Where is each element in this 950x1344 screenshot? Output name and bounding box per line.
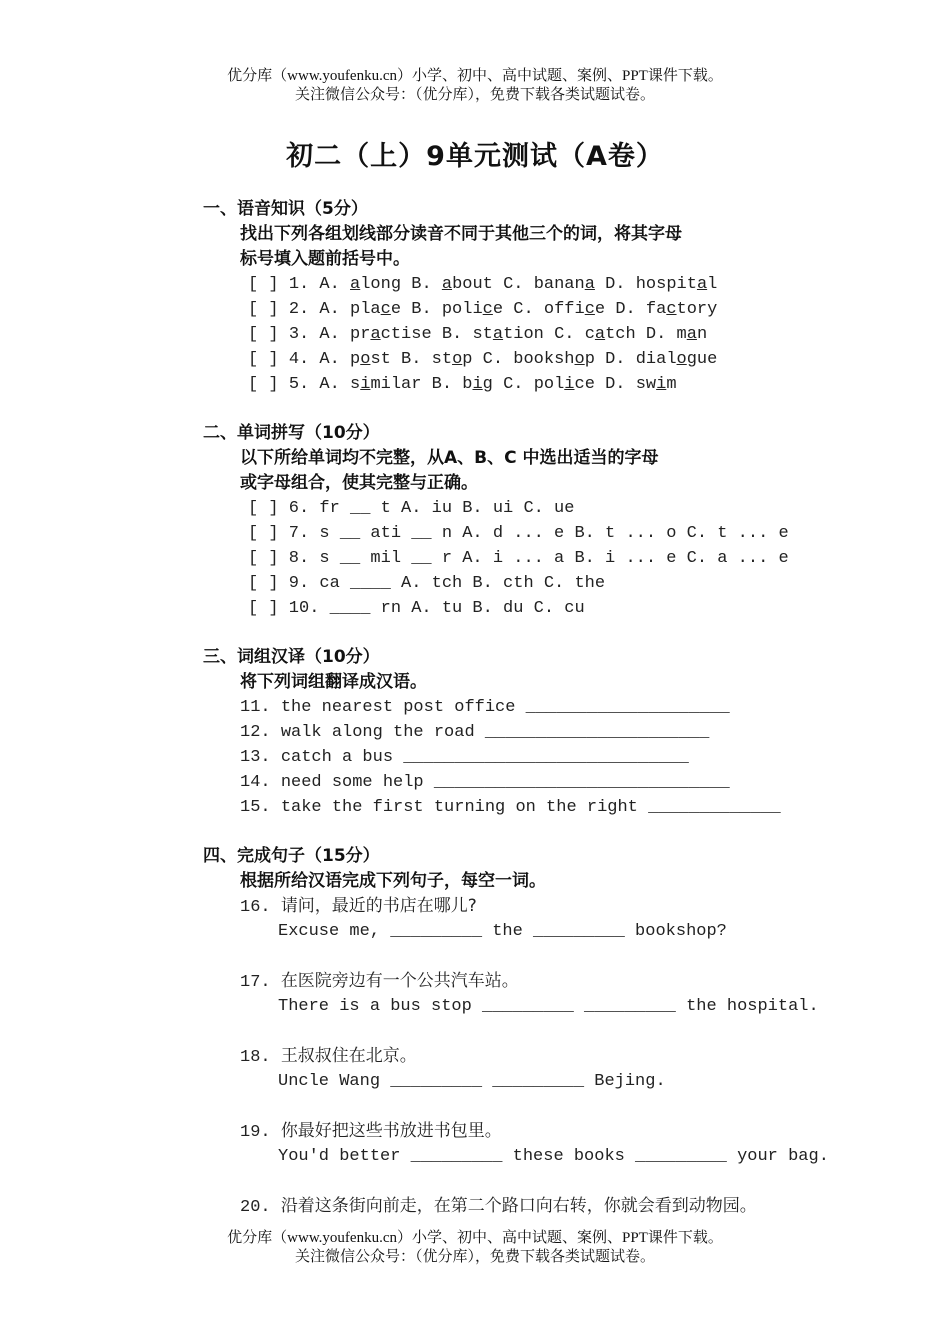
question-2 — [248, 297, 717, 322]
question-14 — [240, 770, 730, 795]
question-12 — [240, 720, 709, 745]
question-number: 20. — [240, 1198, 271, 1217]
chinese-sentence: 沿着这条街向前走，在第二个路口向右转，你就会看到动物园。 — [280, 1196, 757, 1216]
word-part: p — [584, 350, 595, 369]
word-part: tch — [605, 325, 636, 344]
question-6: [ ] 6. fr __ t A. iu B. ui C. ue — [248, 499, 575, 518]
underlined-letter: a — [594, 325, 606, 344]
question-number: 5. — [288, 375, 310, 394]
option-label: B. — [411, 300, 442, 319]
option-label: B. — [441, 325, 473, 344]
option-b — [401, 350, 472, 369]
word-part: p — [350, 350, 361, 369]
word-part: offi — [543, 300, 585, 319]
word-part: ce — [574, 375, 595, 394]
word-part: g — [482, 375, 493, 394]
underlined-letter: a — [696, 275, 708, 294]
option-d — [646, 325, 707, 344]
option-label: A. — [319, 300, 351, 319]
question-1 — [248, 272, 717, 297]
underlined-letter: i — [564, 375, 575, 394]
word-part: booksh — [513, 350, 575, 369]
word-part: milar — [370, 375, 422, 394]
word-part: long — [360, 275, 402, 294]
question-number: 11. — [240, 698, 271, 717]
word-part: gue — [686, 350, 718, 369]
word-part: b — [462, 375, 473, 394]
option-c — [503, 275, 595, 294]
word-part: ctise — [380, 325, 432, 344]
option-label: C. — [554, 325, 585, 344]
answer-blank: ______________________ — [484, 723, 710, 742]
section1-instruction-1: 找出下列各组划线部分读音不同于其他三个的词，将其字母 — [240, 224, 682, 244]
underlined-letter: o — [676, 350, 687, 369]
question-7: [ ] 7. s __ ati __ n A. d ... e B. t ... o C. t ... e — [248, 524, 789, 543]
option-c — [554, 325, 636, 344]
option-b — [442, 325, 544, 344]
option-label: A. — [319, 275, 351, 294]
word-part: dial — [635, 350, 677, 369]
word-part: bout — [452, 275, 493, 294]
option-label: A. — [319, 350, 351, 369]
word-part: e — [594, 300, 606, 319]
option-label: B. — [401, 350, 432, 369]
option-label: B. — [411, 275, 442, 294]
answer-blank: _____________ — [648, 798, 781, 817]
section3-heading: 三、词组汉译（10分） — [203, 647, 380, 667]
underlined-letter: c — [584, 300, 595, 319]
word-part: poli — [441, 300, 483, 319]
section2-instruction-2: 或字母组合，使其完整与正确。 — [240, 473, 478, 493]
word-part: st — [472, 325, 493, 344]
underlined-letter: a — [686, 325, 697, 344]
answer-bracket: [ ] — [248, 275, 279, 294]
question-number: 12. — [240, 723, 271, 742]
question-16 — [240, 894, 477, 920]
underlined-letter: a — [370, 325, 381, 344]
question-13 — [240, 745, 689, 770]
option-label: C. — [503, 375, 534, 394]
word-part: p — [462, 350, 473, 369]
answer-blank: ____________________ — [525, 698, 730, 717]
english-sentence: There is a bus stop _________ _________ the hospital. — [278, 997, 819, 1016]
question-17 — [240, 969, 519, 995]
option-a — [319, 275, 401, 294]
option-label: D. — [645, 325, 677, 344]
option-c — [483, 350, 595, 369]
section2-instruction-1: 以下所给单词均不完整，从A、B、C 中选出适当的字母 — [240, 448, 659, 468]
word-part: banan — [533, 275, 585, 294]
option-label: D. — [615, 300, 646, 319]
chinese-sentence: 请问，最近的书店在哪儿? — [280, 896, 477, 916]
phrase-text: catch a bus — [280, 748, 394, 767]
option-label: D. — [605, 350, 636, 369]
underlined-letter: i — [472, 375, 483, 394]
word-part: e — [492, 300, 504, 319]
page-title: 初二（上）9单元测试（A卷） — [286, 141, 664, 172]
word-part: l — [707, 275, 718, 294]
option-label: C. — [503, 275, 534, 294]
option-a — [319, 300, 401, 319]
question-10: [ ] 10. ____ rn A. tu B. du C. cu — [248, 599, 585, 618]
option-label: A. — [319, 375, 351, 394]
underlined-letter: c — [482, 300, 493, 319]
question-number: 18. — [240, 1048, 271, 1067]
site-footer-line1: 优分库（www.youfenku.cn）小学、初中、高中试题、案例、PPT课件下载。 — [227, 1230, 723, 1246]
underlined-letter: c — [666, 300, 677, 319]
option-a — [319, 325, 431, 344]
question-number: 17. — [240, 973, 271, 992]
word-part: tion — [503, 325, 544, 344]
word-part: s — [350, 375, 361, 394]
phrase-text: walk along the road — [280, 723, 475, 742]
question-15 — [240, 795, 781, 820]
underlined-letter: o — [452, 350, 463, 369]
word-part: e — [390, 300, 402, 319]
answer-bracket: [ ] — [248, 325, 279, 344]
question-number: 2. — [288, 300, 310, 319]
option-label: B. — [431, 375, 463, 394]
option-label: C. — [482, 350, 514, 369]
section2-heading: 二、单词拼写（10分） — [203, 423, 380, 443]
option-label: A. — [319, 325, 351, 344]
section4-heading: 四、完成句子（15分） — [203, 846, 380, 866]
chinese-sentence: 王叔叔住在北京。 — [280, 1046, 417, 1066]
section4-instruction: 根据所给汉语完成下列句子，每空一词。 — [240, 871, 546, 891]
word-part: n — [696, 325, 708, 344]
underlined-letter: a — [584, 275, 595, 294]
question-number: 3. — [288, 325, 310, 344]
underlined-letter: i — [360, 375, 371, 394]
underlined-letter: a — [441, 275, 453, 294]
phrase-text: need some help — [280, 773, 424, 792]
question-5 — [248, 372, 677, 397]
question-9: [ ] 9. ca ____ A. tch B. cth C. the — [248, 574, 606, 593]
word-part: m — [666, 375, 677, 394]
section1-heading: 一、语音知识（5分） — [203, 199, 368, 219]
word-part: fa — [645, 300, 667, 319]
option-c — [503, 375, 595, 394]
word-part: pol — [533, 375, 565, 394]
phrase-text: take the first turning on the right — [280, 798, 638, 817]
word-part: c — [584, 325, 595, 344]
option-b — [411, 275, 493, 294]
underlined-letter: c — [380, 300, 391, 319]
question-number: 14. — [240, 773, 271, 792]
english-sentence: Uncle Wang _________ _________ Bejing. — [278, 1072, 666, 1091]
question-3 — [248, 322, 707, 347]
site-header-line2: 关注微信公众号：（优分库），免费下载各类试题试卷。 — [294, 87, 655, 103]
word-part: tory — [676, 300, 718, 319]
english-sentence: You'd better _________ these books _________ your bag. — [278, 1147, 829, 1166]
option-b — [432, 375, 493, 394]
option-a — [319, 375, 421, 394]
answer-blank: _____________________________ — [433, 773, 730, 792]
english-sentence: Excuse me, _________ the _________ bookshop? — [278, 922, 727, 941]
word-part: pla — [350, 300, 381, 319]
question-number: 16. — [240, 898, 271, 917]
option-c — [513, 300, 605, 319]
option-b — [411, 300, 503, 319]
underlined-letter: o — [360, 350, 371, 369]
answer-bracket: [ ] — [248, 375, 279, 394]
question-number: 19. — [240, 1123, 271, 1142]
word-part: st — [370, 350, 391, 369]
question-8: [ ] 8. s __ mil __ r A. i ... a B. i ... e C. a ... e — [248, 549, 789, 568]
question-4 — [248, 347, 717, 372]
option-d — [605, 275, 717, 294]
answer-bracket: [ ] — [248, 300, 279, 319]
section1-instruction-2: 标号填入题前括号中。 — [240, 249, 410, 269]
site-footer-line2: 关注微信公众号：（优分库），免费下载各类试题试卷。 — [294, 1249, 655, 1265]
option-d — [615, 300, 717, 319]
word-part: pr — [350, 325, 371, 344]
question-19 — [240, 1119, 502, 1145]
option-a — [319, 350, 390, 369]
option-label: C. — [513, 300, 544, 319]
question-number: 4. — [288, 350, 310, 369]
underlined-letter: a — [350, 275, 361, 294]
word-part: m — [676, 325, 687, 344]
word-part: hospit — [635, 275, 697, 294]
option-label: D. — [605, 375, 636, 394]
question-number: 15. — [240, 798, 271, 817]
site-header-line1: 优分库（www.youfenku.cn）小学、初中、高中试题、案例、PPT课件下载。 — [227, 68, 723, 84]
option-label: D. — [605, 275, 636, 294]
underlined-letter: o — [574, 350, 585, 369]
option-d — [605, 375, 676, 394]
section3-instruction: 将下列词组翻译成汉语。 — [240, 672, 427, 692]
question-18 — [240, 1044, 417, 1070]
option-d — [605, 350, 717, 369]
word-part: sw — [635, 375, 657, 394]
question-20 — [240, 1194, 757, 1220]
question-number: 1. — [288, 275, 310, 294]
underlined-letter: a — [492, 325, 504, 344]
answer-bracket: [ ] — [248, 350, 279, 369]
phrase-text: the nearest post office — [280, 698, 516, 717]
underlined-letter: i — [656, 375, 667, 394]
word-part: st — [431, 350, 453, 369]
chinese-sentence: 在医院旁边有一个公共汽车站。 — [280, 971, 519, 991]
question-number: 13. — [240, 748, 271, 767]
chinese-sentence: 你最好把这些书放进书包里。 — [280, 1121, 502, 1141]
answer-blank: ____________________________ — [403, 748, 689, 767]
question-11 — [240, 695, 730, 720]
